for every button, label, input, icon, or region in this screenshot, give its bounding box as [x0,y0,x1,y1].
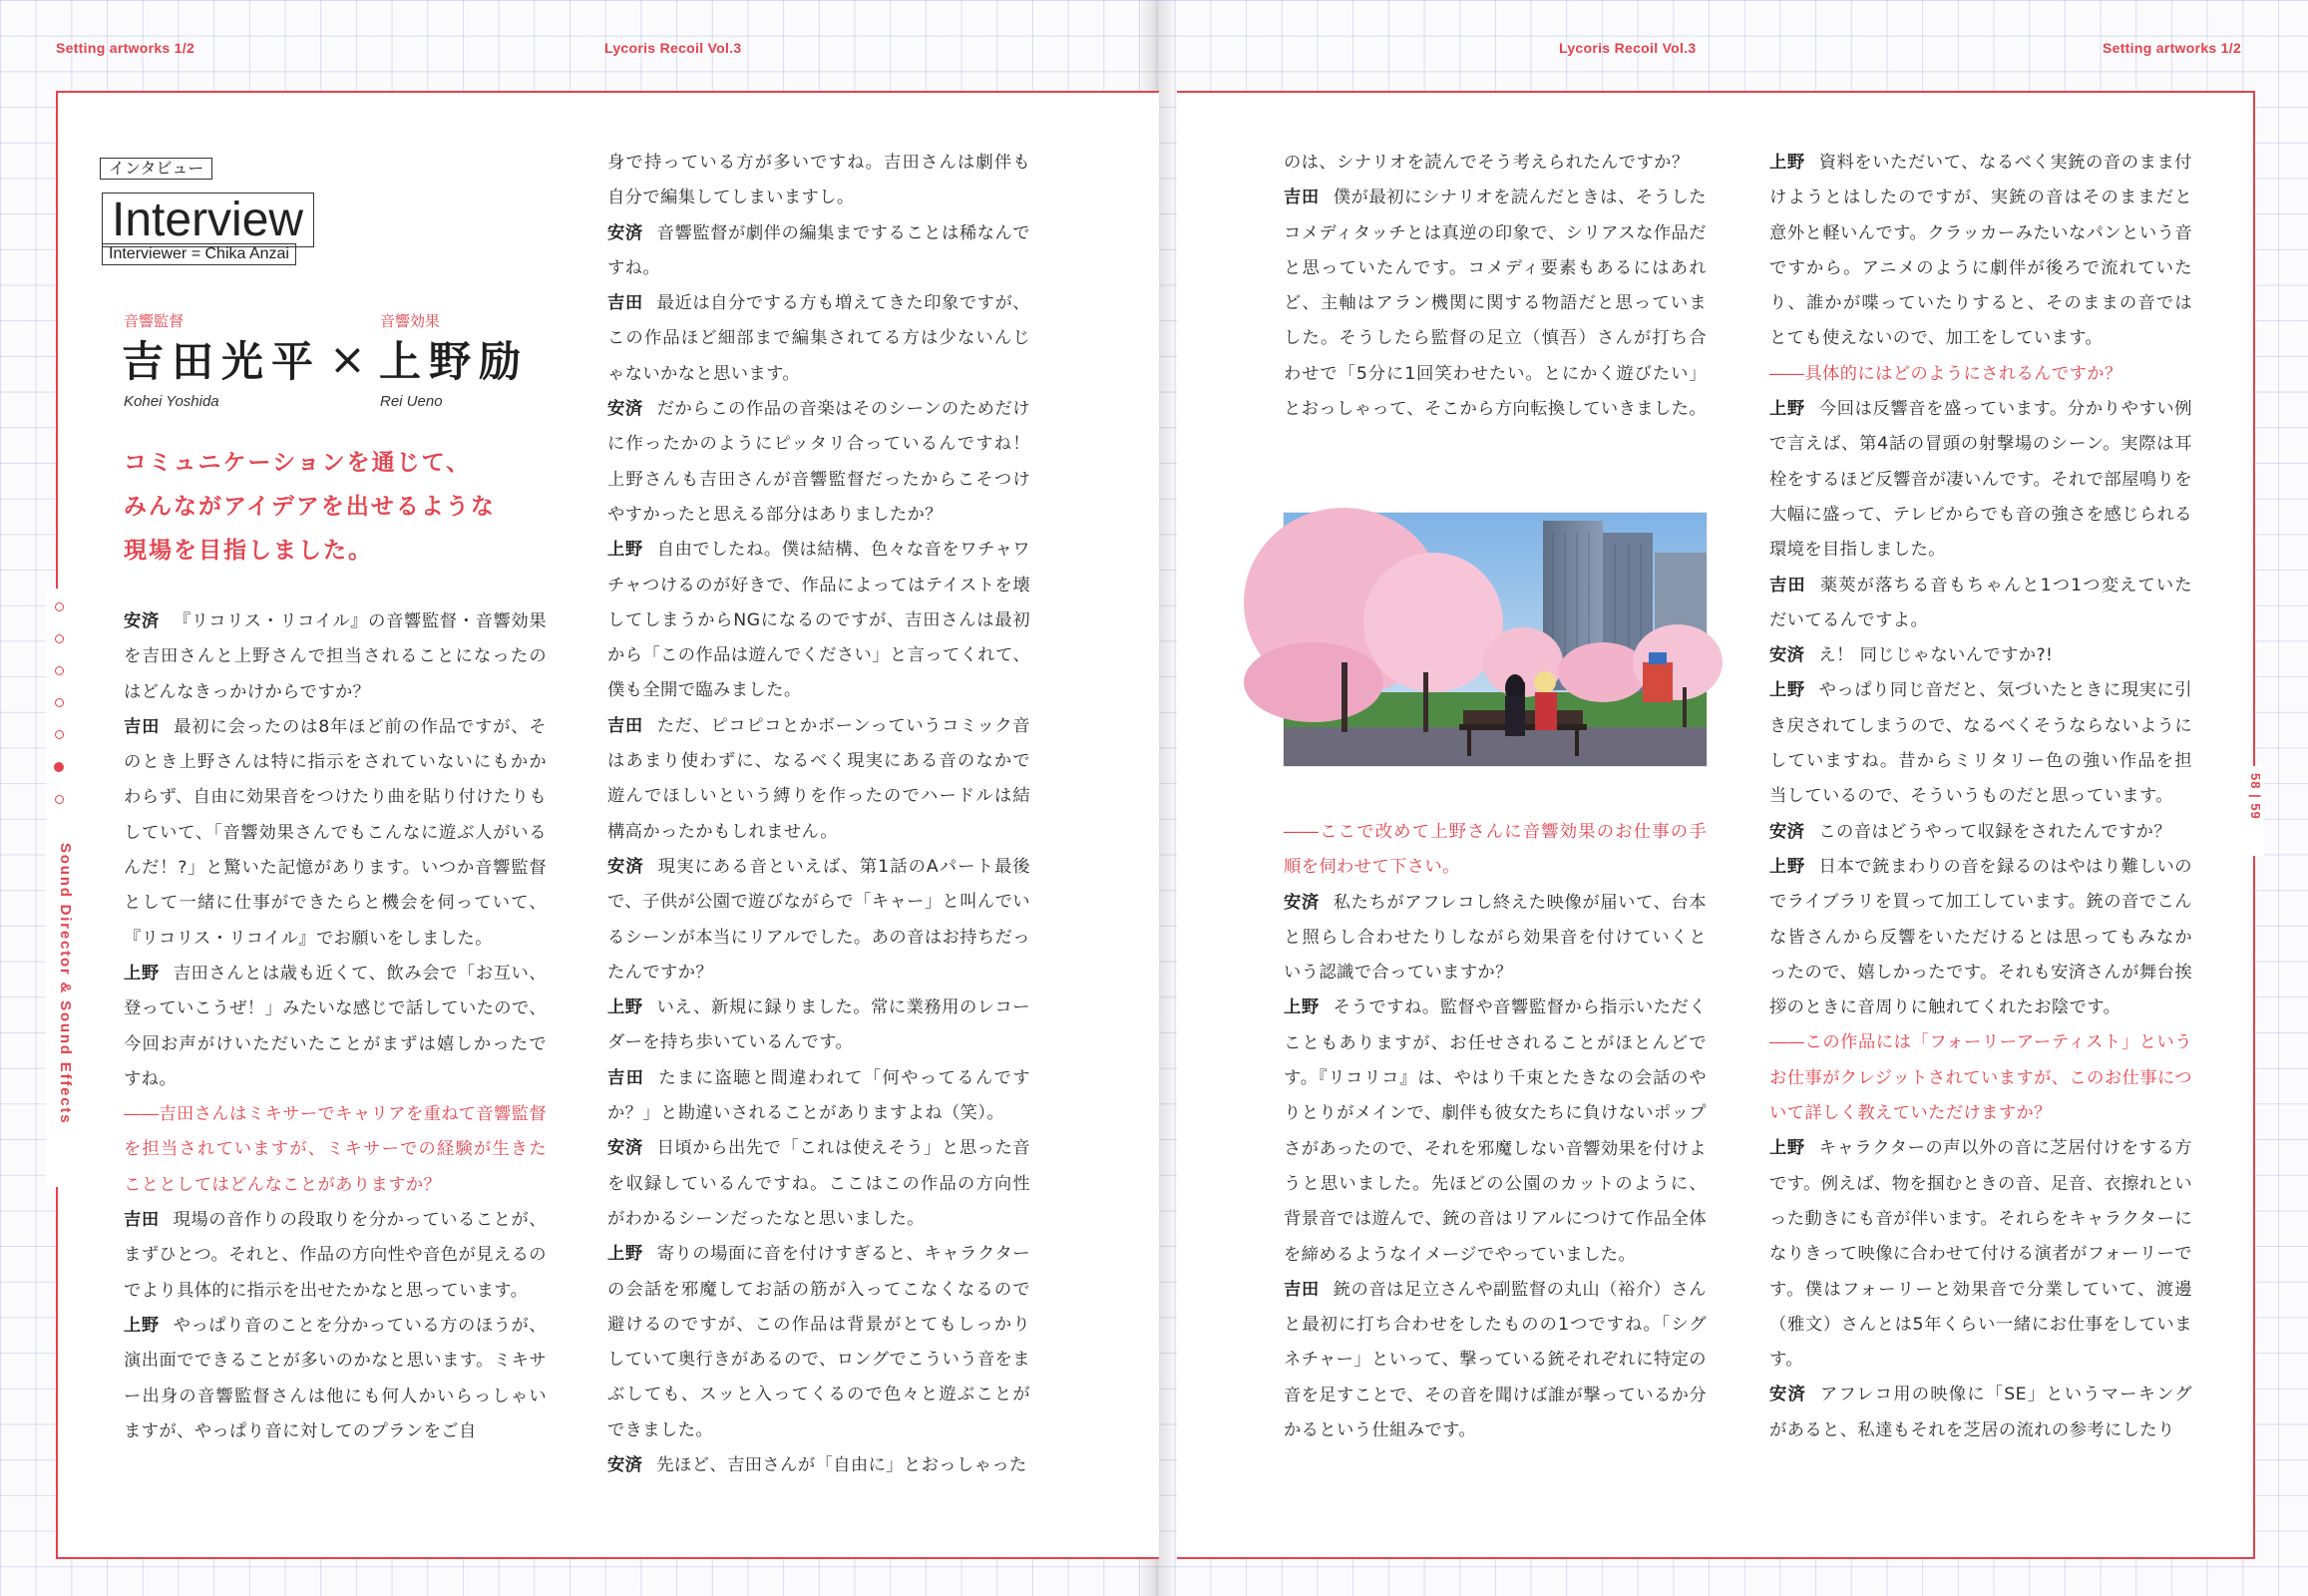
dialogue-paragraph [1284,181,1707,427]
dialogue-paragraph [1769,1131,2192,1378]
article-column-4 [1284,815,1707,1493]
speaker-name: 上野 [607,540,643,561]
header-right-title: Lycoris Recoil Vol.3 [1559,40,1697,56]
dialogue-paragraph [124,604,547,710]
dialogue-paragraph [607,286,1030,392]
person-name: 上野励 [379,337,530,386]
article-column-2 [607,146,1048,1487]
paragraph-text: 最初に会ったのは8年ほど前の作品ですが、そのとき上野さんは特に指示をされていないにもかかわらず、自由に効果音をつけたり曲を貼り付けたりもしていて、「音響効果さんでもこんなに遊ぶ人がいるんだ！?」と驚いた記憶があります。いつか音響監督として一緒に仕事ができたらと機会を伺っていて、『リコリス・リコイル』でお願いをしました。 [124,716,547,949]
speaker-name: 安済 [1769,1385,1806,1405]
interviewer-question [1284,815,1707,886]
dialogue-paragraph [607,709,1030,850]
role-label: 音響効果 [380,312,441,330]
speaker-name: 安済 [607,856,644,877]
speaker-name: 上野 [124,963,160,984]
lead-line: 現場を目指しました。 [124,538,373,564]
paragraph-text: 現実にある音といえば、第1話のAパート最後で、子供が公園で遊びながらで「キャー」と叫んでいるシーンが本当にリアルでした。あの音はお持ちだったんですか？ [607,856,1030,983]
speaker-name: 安済 [607,1138,643,1159]
header-right-label: Setting artworks 1/2 [2103,40,2242,56]
paragraph-text: 音響監督が劇伴の編集まですることは稀なんですね。 [607,222,1030,278]
paragraph-text: 現場の音作りの段取りを分かっていることが、まずひとつ。それと、作品の方向性や音色が見えるのでより具体的に指示を出せたかなと思っています。 [124,1210,547,1301]
interviewer-credit: Interviewer = Chika Anzai [102,243,296,265]
paragraph-text: この音はどうやって収録をされたんですか？ [1818,821,2172,842]
dialogue-paragraph [124,710,547,957]
role-label: 音響監督 [124,312,185,330]
paragraph-text: ――吉田さんはミキサーでキャリアを重ねて音響監督を担当されていますが、ミキサーでの経験が生きたこととしてはどんなことがありますか？ [124,1104,547,1195]
paragraph-text: 今回は反響音を盛っています。分かりやすい例で言えば、第4話の冒頭の射撃場のシーン。実際は耳栓をするほど反響音が凄いんです。それで部屋鳴りを大幅に盛って、テレビからでも音の強さを感じられる環境を目指しました。 [1769,399,2192,561]
speaker-name: 上野 [124,1315,160,1336]
paragraph-text: ――具体的にはどのようにされるんですか？ [1769,363,2122,384]
speaker-name: 吉田 [124,1210,160,1231]
speaker-name: 上野 [1769,1138,1805,1159]
paragraph-text: 最近は自分でする方も増えてきた印象ですが、この作品ほど細部まで編集されてる方は少ないんじゃないかなと思います。 [607,293,1030,384]
paragraph-text: 資料をいただいて、なるべく実銃の音のまま付けようとはしたのですが、実銃の音はそのままだと意外と軽いんです。クラッカーみたいなパンという音ですから。アニメのように劇伴が後ろで流れていたり、誰かが喋っていたりすると、そのままの音ではとても使えないので、加工をしています。 [1769,153,2192,349]
dialogue-paragraph [1284,886,1707,992]
interview-title: Interview [102,193,314,247]
paragraph-text: ――ここで改めて上野さんに音響効果のお仕事の手順を伺わせて下さい。 [1284,822,1707,878]
paragraph-text: そうですね。監督や音響監督から指示いただくこともありますが、お任せされることがほとんどです。『リコリコ』は、やはり千束とたきなの会話のやりとりがメインで、劇伴も彼女たちに負けないポップさがあったので、それを邪魔しない音響効果を付けようと思いました。先ほどの公園のカットのように、背景音では遊んで、銃の音はリアルにつけて作品全体を締めるようなイメージでやっていました。 [1284,998,1707,1265]
dialogue-paragraph [1769,569,2192,639]
speaker-name: 上野 [1769,856,1805,877]
dialogue-paragraph [607,1061,1030,1132]
paragraph-text: ――この作品には「フォーリーアーティスト」というお仕事がクレジットされていますが、このお仕事について詳しく教えていただけますか？ [1769,1032,2192,1124]
speaker-name: 吉田 [124,716,161,737]
header-left-title: Lycoris Recoil Vol.3 [604,40,742,56]
speaker-name: 吉田 [1284,188,1320,208]
lead-line: コミュニケーションを通じて、 [124,450,472,476]
dialogue-paragraph [607,216,1030,287]
paragraph-text: たまに盗聴と間違われて「何やってるんですか？」と勘違いされることがありますよね（笑）。 [607,1067,1030,1124]
interview-tag: インタビュー [100,158,212,180]
dialogue-paragraph [124,957,547,1097]
speaker-name: 安済 [607,399,643,420]
dialogue-paragraph [607,850,1030,991]
dialogue-paragraph [1769,673,2192,814]
dot-marker [55,634,64,643]
dot-marker-active [54,762,64,772]
dialogue-paragraph [607,1448,1030,1483]
dialogue-paragraph [1769,146,2192,357]
dialogue-paragraph [607,1131,1030,1237]
paragraph-text: 日頃から出先で「これは使えそう」と思った音を収録しているんですね。ここはこの作品の方向性がわかるシーンだったなと思いました。 [607,1138,1030,1229]
side-section-label: Sound Director & Sound Effects [57,843,74,1125]
dialogue-paragraph [124,1309,547,1449]
person-name: 吉田光平 [122,337,322,386]
article-column-1 [124,604,547,1492]
paragraph-text: え！ 同じじゃないんですか?! [1818,645,2054,666]
dot-marker [55,602,64,611]
paragraph-text: 寄りの場面に音を付けすぎると、キャラクターの会話を邪魔してお話の筋が入ってこなくなるので避けるのですが、この作品は背景がとてもしっかりしていて奥行きがあるので、ロングでこういう音をまぶしても、スッと入ってくるので色々と遊ぶことができました。 [607,1244,1030,1440]
lead-headline [124,441,496,573]
anime-still-image [1284,513,1707,766]
interviewer-question [1769,1025,2192,1131]
dialogue-paragraph [607,533,1030,708]
article-column-3 [1284,146,1707,465]
paragraph-text: 吉田さんとは歳も近くて、飲み会で「お互い、登っていこうぜ！」みたいな感じで話していたので、今回お声がけいただいたことがまずは嬉しかったですね。 [124,963,548,1089]
dialogue-paragraph [1769,638,2192,673]
dialogue-paragraph [124,1203,547,1309]
paragraph-text: 私たちがアフレコし終えた映像が届いて、台本と照らし合わせたりしながら効果音を付けていくという認識で合っていますか？ [1284,892,1707,984]
header-left-label: Setting artworks 1/2 [56,40,195,56]
dialogue-paragraph [1769,1378,2192,1448]
person-romaji: Kohei Yoshida [124,393,219,410]
paragraph-text: だからこの作品の音楽はそのシーンのためだけに作ったかのようにピッタリ合っているんですね！ 上野さんも吉田さんが音響監督だったからこそつけやすかったと思える部分はありましたか？ [607,399,1048,525]
speaker-name: 吉田 [607,715,643,736]
speaker-name: 上野 [1769,680,1805,701]
dialogue-paragraph [1769,392,2192,568]
page-numbers: 58 | 59 [2248,773,2263,820]
speaker-name: 上野 [607,998,643,1018]
paragraph-text: 身で持っている方が多いですね。吉田さんは劇伴も自分で編集してしまいますし。 [607,153,1030,208]
paragraph-text: 日本で銃まわりの音を録るのはやはり難しいのでライブラリを買って加工しています。銃の音でこんな皆さんから反響をいただけるとは思ってもみなかったので、嬉しかったです。それも安済さんが舞台挨拶のときに音周りに触れてくれたお陰です。 [1769,856,2192,1018]
paragraph-text: いえ、新規に録りました。常に業務用のレコーダーを持ち歩いているんです。 [607,998,1030,1053]
dot-marker [55,730,64,739]
lead-line: みんながアイデアを出せるような [124,494,496,520]
speaker-name: 上野 [607,1244,643,1265]
section-dots [52,602,66,827]
speaker-name: 吉田 [607,293,643,314]
interviewer-question [1769,357,2192,392]
dialogue-paragraph [607,146,1030,216]
speaker-name: 吉田 [1769,575,1806,596]
dialogue-paragraph [607,392,1048,533]
dialogue-paragraph [1769,815,2192,850]
dialogue-paragraph [1284,146,1707,181]
paragraph-text: 銃の音は足立さんや副監督の丸山（裕介）さんと最初に打ち合わせをしたものの1つですね。「シグネチャー」といって、撃っている銃それぞれに特定の音を足すことで、その音を聞けば誰が撃っているか分かるという仕組みです。 [1284,1279,1708,1441]
paragraph-text: 自由でしたね。僕は結構、色々な音をワチャワチャつけるのが好きで、作品によってはテイストを壊してしまうからNGになるのですが、吉田さんは最初から「この作品は遊んでください」と言ってくれて、僕も全開で臨みました。 [607,540,1031,701]
paragraph-text: のは、シナリオを読んでそう考えられたんですか？ [1284,153,1690,173]
paragraph-text: 先ほど、吉田さんが「自由に」とおっしゃった [656,1454,1027,1475]
dot-marker [55,698,64,707]
speaker-name: 安済 [1284,892,1320,913]
dialogue-paragraph [1769,850,2192,1025]
speaker-name: 上野 [1769,153,1805,173]
paragraph-text: 薬莢が落ちる音もちゃんと1つ1つ変えていただいてるんですよ。 [1769,575,2192,630]
paragraph-text: アフレコ用の映像に「SE」というマーキングがあると、私達もそれを芝居の流れの参考にしたり [1769,1385,2192,1440]
dialogue-paragraph [1284,991,1707,1272]
interviewer-question [124,1097,547,1203]
speaker-name: 上野 [1284,998,1320,1018]
paragraph-text: キャラクターの声以外の音に芝居付けをする方です。例えば、物を掴むときの音、足音、衣擦れといった動きにも音が伴います。それらをキャラクターになりきって映像に合わせて付ける演者がフォーリーです。僕はフォーリーと効果音で分業していて、渡邊（雅文）さんとは5年くらい一緒にお仕事をしています。 [1769,1138,2192,1371]
person-romaji: Rei Ueno [380,393,443,410]
speaker-name: 吉田 [607,1067,645,1088]
dialogue-paragraph [607,1237,1030,1448]
speaker-name: 安済 [607,222,643,243]
speaker-name: 安済 [1769,821,1805,842]
paragraph-text: やっぱり同じ音だと、気づいたときに現実に引き戻されてしまうので、なるべくそうならないようにしていますね。昔からミリタリー色の強い作品を担当しているので、そういうものだと思っています。 [1769,680,2193,807]
dialogue-paragraph [607,991,1030,1061]
speaker-name: 上野 [1769,399,1805,420]
dot-marker [55,666,64,675]
scene-illustration [1284,513,1707,766]
article-column-5 [1769,146,2192,1487]
cross-icon: × [329,334,366,385]
paragraph-text: 僕が最初にシナリオを読んだときは、そうしたコメディタッチとは真逆の印象で、シリアスな作品だと思っていたんです。コメディ要素もあるにはあれど、主軸はアラン機関に関する物語だと思っていました。そうしたら監督の足立（慎吾）さんが打ち合わせで「5分に1回笑わせたい。とにかく遊びたい」とおっしゃって、そこから方向転換していきました。 [1284,188,1708,420]
speaker-name: 安済 [124,611,160,631]
paragraph-text: やっぱり音のことを分かっている方のほうが、演出面でできることが多いのかなと思います。ミキサー出身の音響監督さんは他にも何人かいらっしゃいますが、やっぱり音に対してのプランをご自 [124,1315,547,1441]
paragraph-text: ただ、ピコピコとかボーンっていうコミック音はあまり使わずに、なるべく現実にある音のなかで遊んでほしいという縛りを作ったのでハードルは結構高かったかもしれません。 [607,715,1030,842]
dot-marker [55,795,64,804]
paragraph-text: 『リコリス・リコイル』の音響監督・音響効果を吉田さんと上野さんで担当されることになったのはどんなきっかけからですか？ [124,611,547,702]
speaker-name: 安済 [607,1454,643,1475]
speaker-name: 吉田 [1284,1279,1320,1300]
dialogue-paragraph [1284,1273,1707,1448]
speaker-name: 安済 [1769,645,1805,666]
